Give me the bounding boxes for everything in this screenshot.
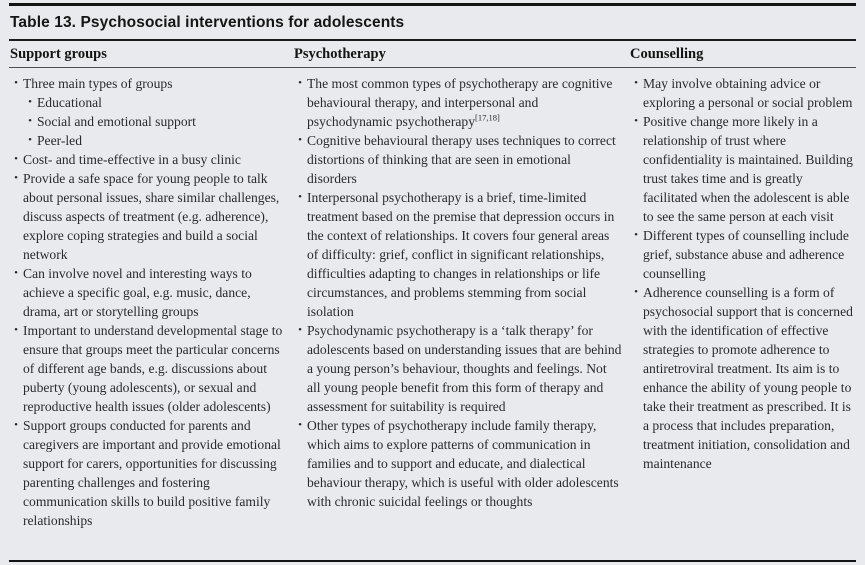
list-item — [9, 150, 287, 169]
sub-list-item — [23, 131, 287, 150]
list-item — [9, 264, 287, 321]
bullet-icon: • — [14, 324, 18, 336]
item-text: Educational — [37, 95, 102, 110]
column-header-psychotherapy: Psychotherapy — [294, 46, 386, 62]
bullet-icon: • — [28, 96, 32, 108]
list-item — [293, 188, 623, 321]
item-text: Important to understand developmental stage to ensure that groups meet the particular concerns of different age bands, e.g. discussions about puberty (young adolescents), or sexual and reproductive health issues (older adolescents) — [23, 323, 283, 414]
bullet-icon: • — [634, 77, 638, 89]
bullet-icon: • — [28, 115, 32, 127]
item-text: Adherence counselling is a form of psychosocial support that is concerned with the identification of effective strategies to promote adherence to antiretroviral treatment. Its aim is to enhance the ability of young people to take their treatment as prescribed. It is a process that includes preparation, treatment initiation, consolidation and maintenance — [643, 285, 853, 471]
list-item — [293, 131, 623, 188]
column-header-support-groups: Support groups — [10, 46, 107, 62]
column-counselling — [629, 74, 856, 530]
list-item — [9, 169, 287, 264]
item-text: May involve obtaining advice or exploring a personal or social problem — [643, 76, 853, 110]
bullet-icon: • — [28, 134, 32, 146]
column-psychotherapy — [293, 74, 623, 530]
item-text: Interpersonal psychotherapy is a brief, time-limited treatment based on the premise that depression occurs in the context of relationships. It covers four general areas of difficulty: grief, conflict in significant relationships, difficulties adapting to changes in relationships or life circumstances, and problems stemming from social isolation — [307, 190, 615, 319]
item-text: Peer-led — [37, 133, 83, 148]
list-item — [629, 74, 856, 112]
item-text: The most common types of psychotherapy are cognitive behavioural therapy, and interpersonal and psychodynamic psychotherapy[17,18] — [307, 76, 613, 129]
bullet-icon: • — [298, 324, 302, 336]
item-text: Can involve novel and interesting ways to achieve a specific goal, e.g. music, dance, drama, art or storytelling groups — [23, 266, 252, 319]
bullet-icon: • — [634, 115, 638, 127]
bullet-icon: • — [634, 229, 638, 241]
bullet-icon: • — [298, 419, 302, 431]
item-text: Provide a safe space for young people to talk about personal issues, share similar challenges, discuss aspects of treatment (e.g. adherence), explore coping strategies and build a social network — [23, 171, 280, 262]
item-text: Psychodynamic psychotherapy is a ‘talk therapy’ for adolescents based on understanding issues that are behind a young person’s behaviour, thoughts and feelings. Not all young people benefit from this form of therapy and assessment for suitability is required — [307, 323, 622, 414]
list-item — [9, 321, 287, 416]
item-text: Support groups conducted for parents and caregivers are important and provide emotional support for carers, opportunities for discussing parenting challenges and fostering communication skills to build positive family relationships — [23, 418, 281, 528]
column-header-row — [9, 41, 856, 67]
bullet-icon: • — [14, 419, 18, 431]
bullet-icon: • — [14, 77, 18, 89]
table-bottom-rule — [9, 560, 856, 562]
list-item — [293, 321, 623, 416]
bullet-icon: • — [298, 191, 302, 203]
list-item — [9, 416, 287, 530]
item-text: Other types of psychotherapy include family therapy, which aims to explore patterns of communication in families and to support and educate, and dialectical behaviour therapy, which is useful with older adolescents with chronic suicidal feelings or thoughts — [307, 418, 619, 509]
item-text: Cost- and time-effective in a busy clinic — [23, 152, 241, 167]
bullet-icon: • — [14, 267, 18, 279]
item-text: Three main types of groups — [23, 76, 173, 91]
list-item — [293, 74, 623, 131]
table-body — [9, 68, 856, 530]
column-header-counselling: Counselling — [630, 46, 704, 62]
sub-list-item — [23, 93, 287, 112]
item-text: Cognitive behavioural therapy uses techniques to correct distortions of thinking that are seen in emotional disorders — [307, 133, 616, 186]
bullet-icon: • — [14, 153, 18, 165]
bullet-icon: • — [298, 77, 302, 89]
list-item — [629, 112, 856, 226]
reference-superscript: [17,18] — [475, 112, 500, 123]
list-item — [9, 74, 287, 93]
sub-list-item — [23, 112, 287, 131]
bullet-icon: • — [634, 286, 638, 298]
list-item — [629, 283, 856, 473]
item-text: Social and emotional support — [37, 114, 196, 129]
bullet-icon: • — [298, 134, 302, 146]
table-title: Table 13. Psychosocial interventions for adolescents — [10, 14, 405, 31]
bullet-icon: • — [14, 172, 18, 184]
item-text: Different types of counselling include grief, substance abuse and adherence counselling — [643, 228, 849, 281]
list-item — [293, 416, 623, 511]
list-item — [629, 226, 856, 283]
column-support-groups — [9, 74, 287, 530]
item-text: Positive change more likely in a relationship of trust where confidentiality is maintained. Building trust takes time and is greatly facilitated when the adolescent is able to see the same person at each visit — [643, 114, 853, 224]
